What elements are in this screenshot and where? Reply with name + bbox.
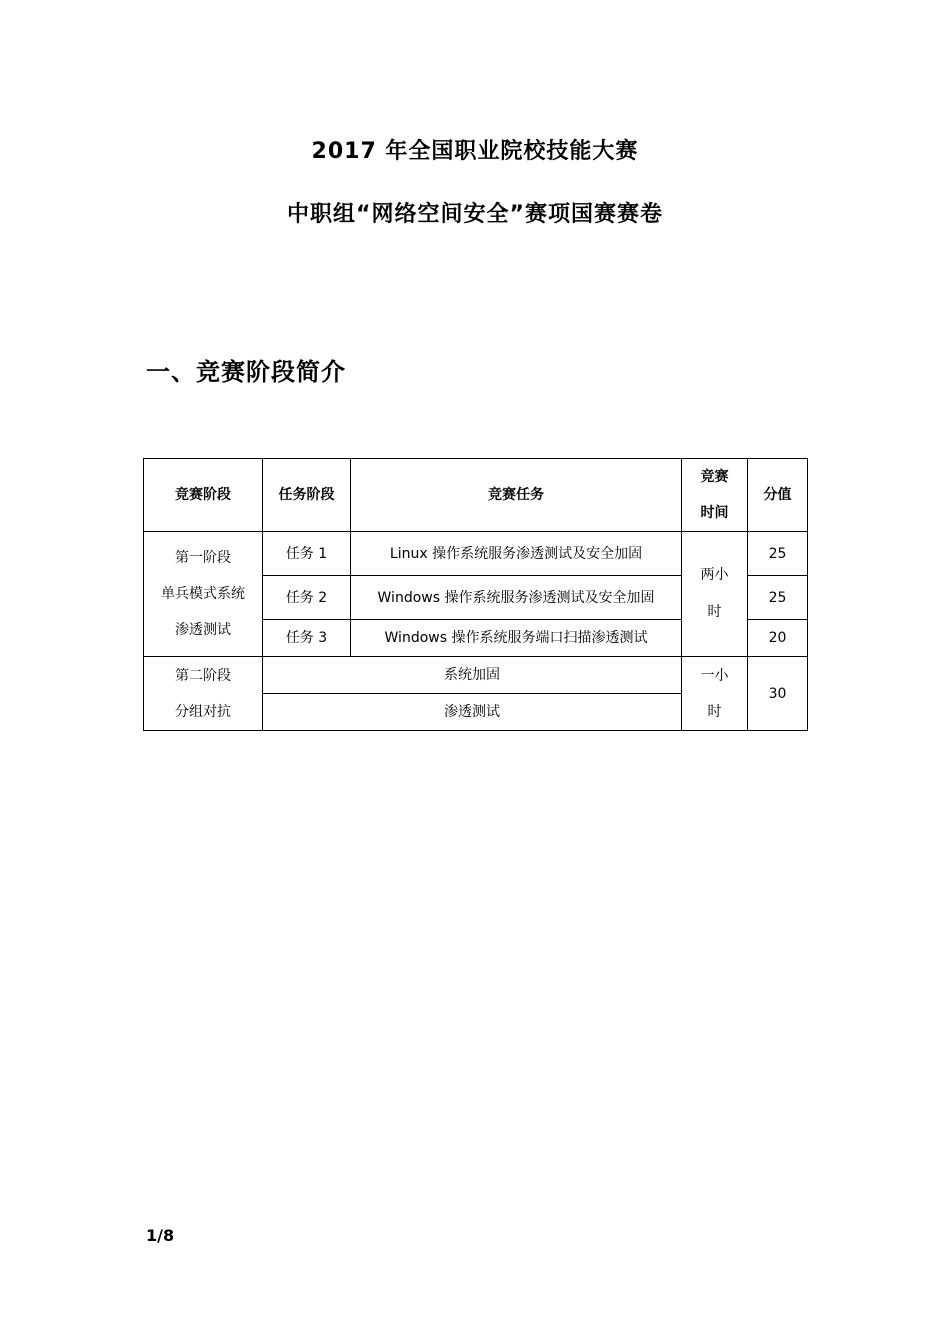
phase1-time-line1: 两小 [700, 567, 729, 583]
phase1-time-line2: 时 [707, 604, 722, 620]
phase1-name [144, 532, 263, 657]
header-task: 竞赛任务 [351, 459, 682, 532]
header-task-stage: 任务阶段 [263, 459, 351, 532]
task-cell: Windows 操作系统服务渗透测试及安全加固 [351, 576, 682, 620]
header-score: 分值 [748, 459, 808, 532]
phase2-time-line2: 时 [707, 703, 722, 720]
score-cell: 20 [748, 620, 808, 657]
phase1-time [682, 532, 748, 657]
table-row [144, 532, 808, 576]
task-cell: Linux 操作系统服务渗透测试及安全加固 [351, 532, 682, 576]
header-time [682, 459, 748, 532]
phase2-score-cell: 30 [748, 657, 808, 731]
phase2-name [144, 657, 263, 731]
phase1-name-line3: 渗透测试 [175, 622, 231, 638]
phase2-time [682, 657, 748, 731]
section-heading: 一、竞赛阶段简介 [146, 358, 346, 386]
document-title-line1: 2017 年全国职业院校技能大赛 [311, 139, 639, 164]
task-cell: Windows 操作系统服务端口扫描渗透测试 [351, 620, 682, 657]
header-time-line2: 时间 [700, 505, 729, 521]
score-cell: 25 [748, 576, 808, 620]
phase2-time-line1: 一小 [700, 667, 729, 684]
phase2-name-line2: 分组对抗 [175, 703, 231, 720]
phase1-name-line1: 第一阶段 [175, 550, 231, 566]
table-row [144, 657, 808, 694]
phase2-task-cell: 系统加固 [263, 657, 682, 694]
table-header-row [144, 459, 808, 532]
phase2-task-cell: 渗透测试 [263, 694, 682, 731]
task-stage-cell: 任务 1 [263, 532, 351, 576]
competition-stage-table [143, 458, 808, 731]
score-cell: 25 [748, 532, 808, 576]
page-number: 1/8 [146, 1226, 175, 1245]
header-stage: 竞赛阶段 [144, 459, 263, 532]
header-time-line1: 竞赛 [700, 469, 729, 485]
task-stage-cell: 任务 3 [263, 620, 351, 657]
phase2-name-line1: 第二阶段 [175, 667, 231, 684]
task-stage-cell: 任务 2 [263, 576, 351, 620]
document-title-line2: 中职组“网络空间安全”赛项国赛赛卷 [287, 202, 663, 227]
phase1-name-line2: 单兵模式系统 [161, 586, 245, 602]
